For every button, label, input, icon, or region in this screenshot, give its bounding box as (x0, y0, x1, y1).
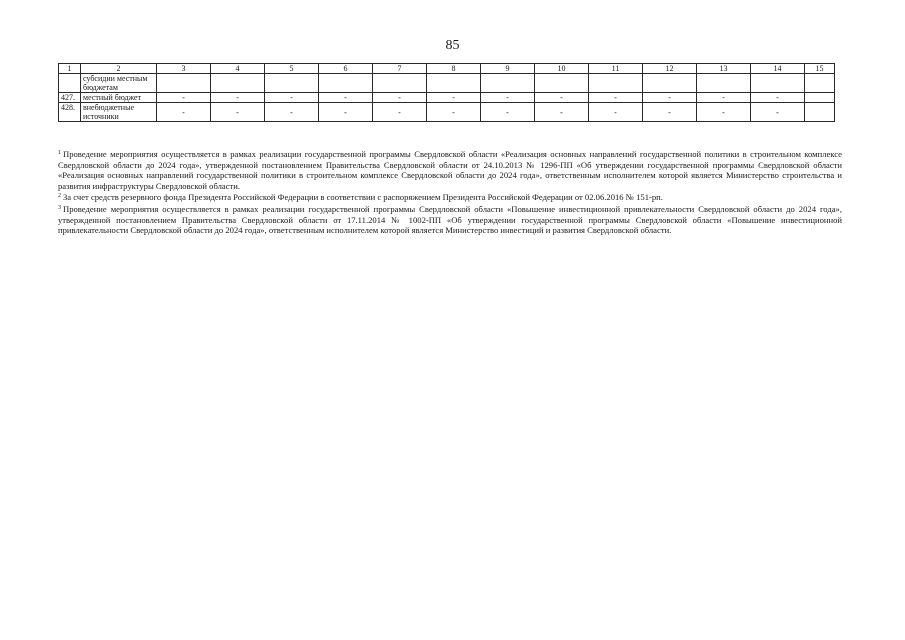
value-cell: - (535, 103, 589, 122)
footnote-text: За счет средств резервного фонда Президента Российской Федерации в соответствии с распоряжением Президента Российской Федерации от 02.06.2016 № 151-рп. (63, 192, 663, 203)
column-number-cell: 9 (481, 64, 535, 74)
footnote-mark: 1 (58, 150, 61, 156)
value-cell (211, 74, 265, 93)
column-number-cell: 2 (81, 64, 157, 74)
value-cell (265, 74, 319, 93)
value-cell (427, 74, 481, 93)
value-cell (805, 103, 835, 122)
value-cell: - (643, 103, 697, 122)
column-number-cell: 10 (535, 64, 589, 74)
row-name-cell: субсидии местным бюджетам (81, 74, 157, 93)
value-cell: - (697, 103, 751, 122)
value-cell: - (427, 93, 481, 103)
table-row (59, 103, 835, 122)
value-cell: - (643, 93, 697, 103)
row-name-cell: местный бюджет (81, 93, 157, 103)
column-number-cell: 6 (319, 64, 373, 74)
column-number-cell: 14 (751, 64, 805, 74)
value-cell (805, 74, 835, 93)
row-number-cell (59, 74, 81, 93)
value-cell: - (373, 103, 427, 122)
value-cell (643, 74, 697, 93)
value-cell: - (535, 93, 589, 103)
value-cell: - (211, 93, 265, 103)
value-cell (751, 74, 805, 93)
footnote-mark: 3 (58, 204, 61, 211)
value-cell: - (481, 103, 535, 122)
value-cell: - (373, 93, 427, 103)
value-cell: - (265, 93, 319, 103)
column-number-cell: 7 (373, 64, 427, 74)
page-number: 85 (445, 38, 460, 53)
value-cell: - (265, 103, 319, 122)
value-cell: - (157, 103, 211, 122)
row-number-cell: 427. (59, 93, 81, 103)
value-cell: - (751, 103, 805, 122)
value-cell (157, 74, 211, 93)
table-row (59, 93, 835, 103)
value-cell: - (481, 93, 535, 103)
column-number-cell: 15 (805, 64, 835, 74)
value-cell: - (211, 103, 265, 122)
column-number-cell: 8 (427, 64, 481, 74)
footnote-text: Проведение мероприятия осуществляется в рамках реализации государственной программы Свердловской области «Повышение инвестиционной привлекательности Свердловской области до 2024 года», утвержденной постановлением Правительства Свердловской области от 17.11.2014 № 1002-ПП «Об утверждении государственной программы Свердловской области «Повышение инвестиционной привлекательности Свердловской области до 2024 года», ответственным исполнителем которой является Министерство инвестиций и развития Свердловской области. (58, 203, 842, 236)
footnote-text: Проведение мероприятия осуществляется в рамках реализации государственной программы Свердловской области «Реализация основных направлений государственной политики в строительном комплексе Свердловской области до 2024 года», утвержденной постановлением Правительства Свердловской области от 24.10.2013 № 1296-ПП «Об утверждении государственной программы Свердловской области «Реализация основных направлений государственной политики в строительном комплексе Свердловской области до 2024 года», ответственным исполнителем которой является Министерство строительства и развития инфраструктуры Свердловской области. (58, 149, 842, 191)
value-cell: - (589, 93, 643, 103)
column-number-row (59, 64, 835, 74)
column-number-cell: 1 (59, 64, 81, 74)
table-row (59, 74, 835, 93)
column-number-cell: 12 (643, 64, 697, 74)
footnote-3 (58, 203, 842, 236)
value-cell: - (319, 93, 373, 103)
column-number-cell: 13 (697, 64, 751, 74)
value-cell: - (157, 93, 211, 103)
value-cell (697, 74, 751, 93)
value-cell (589, 74, 643, 93)
table-body (59, 64, 835, 122)
column-number-cell: 11 (589, 64, 643, 74)
value-cell (805, 93, 835, 103)
column-number-cell: 5 (265, 64, 319, 74)
value-cell: - (589, 103, 643, 122)
row-number-cell: 428. (59, 103, 81, 122)
value-cell: - (697, 93, 751, 103)
value-cell (319, 74, 373, 93)
value-cell (481, 74, 535, 93)
value-cell: - (427, 103, 481, 122)
value-cell (535, 74, 589, 93)
budget-table (58, 63, 835, 122)
value-cell: - (319, 103, 373, 122)
footnote-2 (58, 191, 842, 203)
column-number-cell: 3 (157, 64, 211, 74)
footnotes (58, 148, 842, 236)
footnote-mark: 2 (58, 193, 61, 200)
column-number-cell: 4 (211, 64, 265, 74)
value-cell: - (751, 93, 805, 103)
row-name-cell: внебюджетные источники (81, 103, 157, 122)
value-cell (373, 74, 427, 93)
footnote-1 (58, 148, 842, 191)
